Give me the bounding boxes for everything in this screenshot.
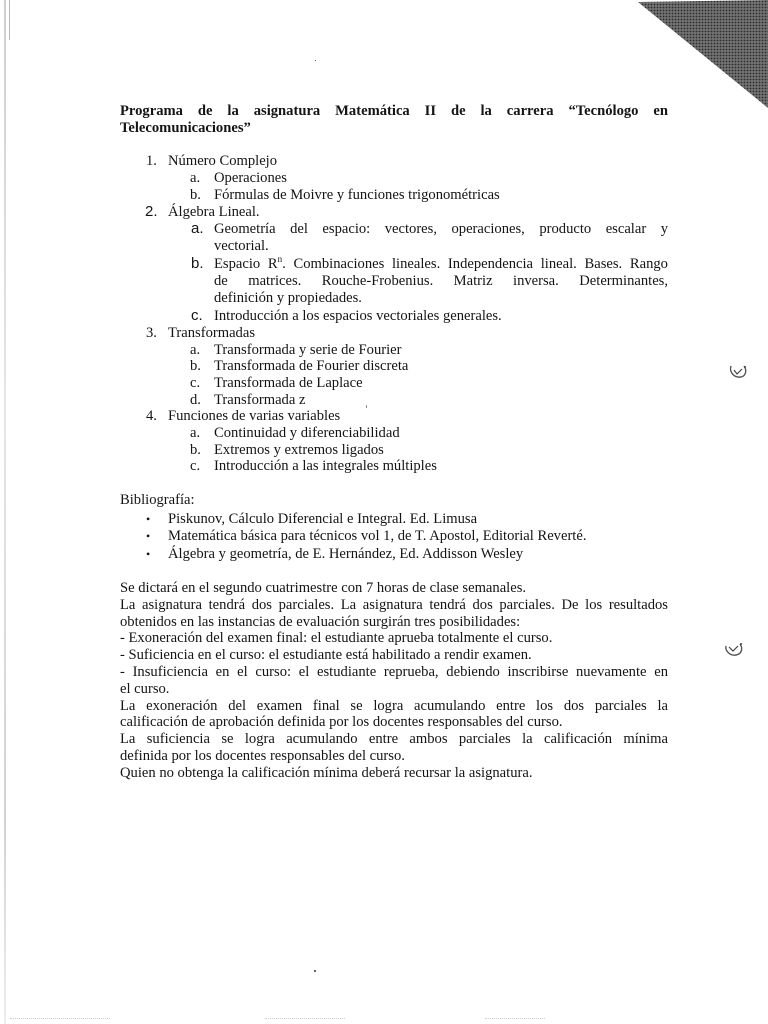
unit-title: Funciones de varias variables: [168, 408, 341, 424]
punch-hole-mark: [726, 358, 750, 382]
item-letter: c.: [190, 375, 201, 391]
scan-noise: [485, 1018, 545, 1020]
item-text-line-2: de matrices. Rouche-Frobenius. Matriz inversa. Determinantes,: [214, 273, 668, 289]
item-text: Introducción a los espacios vectoriales generales.: [214, 308, 502, 324]
title-line-1: Programa de la asignatura Matemática II de la carrera “Tecnólogo en: [120, 103, 668, 119]
notes-line: - Suficiencia en el curso: el estudiante está habilitado a rendir examen.: [120, 647, 532, 664]
unit-title: Número Complejo: [168, 153, 278, 169]
document-title: [120, 103, 668, 137]
notes-line: La exoneración del examen final se logra acumulando entre los dos parciales la: [120, 697, 668, 714]
notes-line: Quien no obtenga la calificación mínima deberá recursar la asignatura.: [120, 764, 533, 781]
item-letter: b.: [191, 255, 204, 272]
item-text: Continuidad y diferenciabilidad: [214, 425, 400, 441]
unit-number: 2.: [145, 203, 158, 220]
item-letter: a.: [190, 342, 201, 358]
scan-left-edge-mark: [9, 0, 10, 40]
bullet: •: [146, 547, 151, 561]
speck: [366, 405, 367, 408]
unit-number: 1.: [146, 153, 157, 169]
item-text: Transformada z: [214, 392, 306, 408]
superscript-n: n: [277, 254, 283, 265]
notes-line: - Exoneración del examen final: el estudiante aprueba totalmente el curso.: [120, 630, 553, 647]
item-letter: b.: [190, 358, 201, 374]
bibliography-text: Matemática básica para técnicos vol 1, de T. Apostol, Editorial Reverté.: [168, 528, 587, 544]
course-notes: [120, 580, 668, 782]
item-text-line-1: Geometría del espacio: vectores, operaciones, producto escalar y: [214, 221, 668, 237]
item-letter: c.: [191, 307, 203, 324]
item-text-line-2: vectorial.: [214, 238, 269, 254]
notes-line: el curso.: [120, 680, 170, 697]
item-letter: a.: [190, 170, 201, 186]
notes-line: obtenidos en las instancias de evaluación surgirán tres posibilidades:: [120, 613, 521, 630]
bullet: •: [146, 529, 151, 543]
item-letter: a.: [190, 425, 201, 441]
notes-line: definida por los docentes responsables del curso.: [120, 747, 405, 764]
notes-line: La suficiencia se logra acumulando entre ambos parciales la calificación mínima: [120, 731, 668, 748]
unit-number: 4.: [146, 408, 157, 424]
notes-line: calificación de aprobación definida por los docentes responsables del curso.: [120, 714, 563, 731]
item-text: Transformada de Laplace: [214, 375, 363, 391]
unit-title: Álgebra Lineal.: [168, 204, 260, 220]
item-letter: a.: [191, 220, 204, 237]
item-text: Operaciones: [214, 170, 287, 186]
item-letter: b.: [190, 187, 201, 203]
espacio-rest: . Combinaciones lineales. Independencia lineal. Bases. Rango: [282, 256, 668, 272]
item-text: Fórmulas de Moivre y funciones trigonométricas: [214, 187, 500, 203]
bibliography-text: Piskunov, Cálculo Diferencial e Integral. Ed. Limusa: [168, 511, 478, 527]
speck: [315, 60, 316, 61]
item-text: Extremos y extremos ligados: [214, 442, 384, 458]
item-letter: d.: [190, 392, 201, 408]
punch-hole-mark: [722, 636, 746, 660]
unit-title: Transformadas: [168, 325, 256, 341]
folded-corner-shadow: [638, 0, 768, 110]
notes-line: - Insuficiencia en el curso: el estudiante reprueba, debiendo inscribirse nuevamente en: [120, 663, 668, 680]
scan-noise: [265, 1018, 345, 1020]
notes-line: Se dictará en el segundo cuatrimestre con 7 horas de clase semanales.: [120, 580, 527, 596]
item-letter: b.: [190, 442, 201, 458]
scan-noise: [10, 1018, 110, 1020]
bullet: •: [146, 512, 151, 526]
item-text-line-1: [214, 256, 668, 273]
title-line-2: Telecomunicaciones”: [120, 119, 251, 136]
item-letter: c.: [190, 458, 201, 474]
unit-number: 3.: [146, 325, 157, 341]
notes-line: La asignatura tendrá dos parciales. La asignatura tendrá dos parciales. De los resultados: [120, 596, 668, 613]
item-text: Transformada y serie de Fourier: [214, 342, 402, 358]
item-text: Introducción a las integrales múltiples: [214, 458, 437, 474]
espacio-label: Espacio R: [214, 256, 278, 272]
speck: [314, 970, 316, 972]
scan-left-edge: [4, 0, 6, 1024]
item-text: Transformada de Fourier discreta: [214, 358, 409, 374]
bibliography-text: Álgebra y geometría, de E. Hernández, Ed. Addisson Wesley: [168, 546, 524, 562]
item-text-line-3: definición y propiedades.: [214, 290, 362, 306]
